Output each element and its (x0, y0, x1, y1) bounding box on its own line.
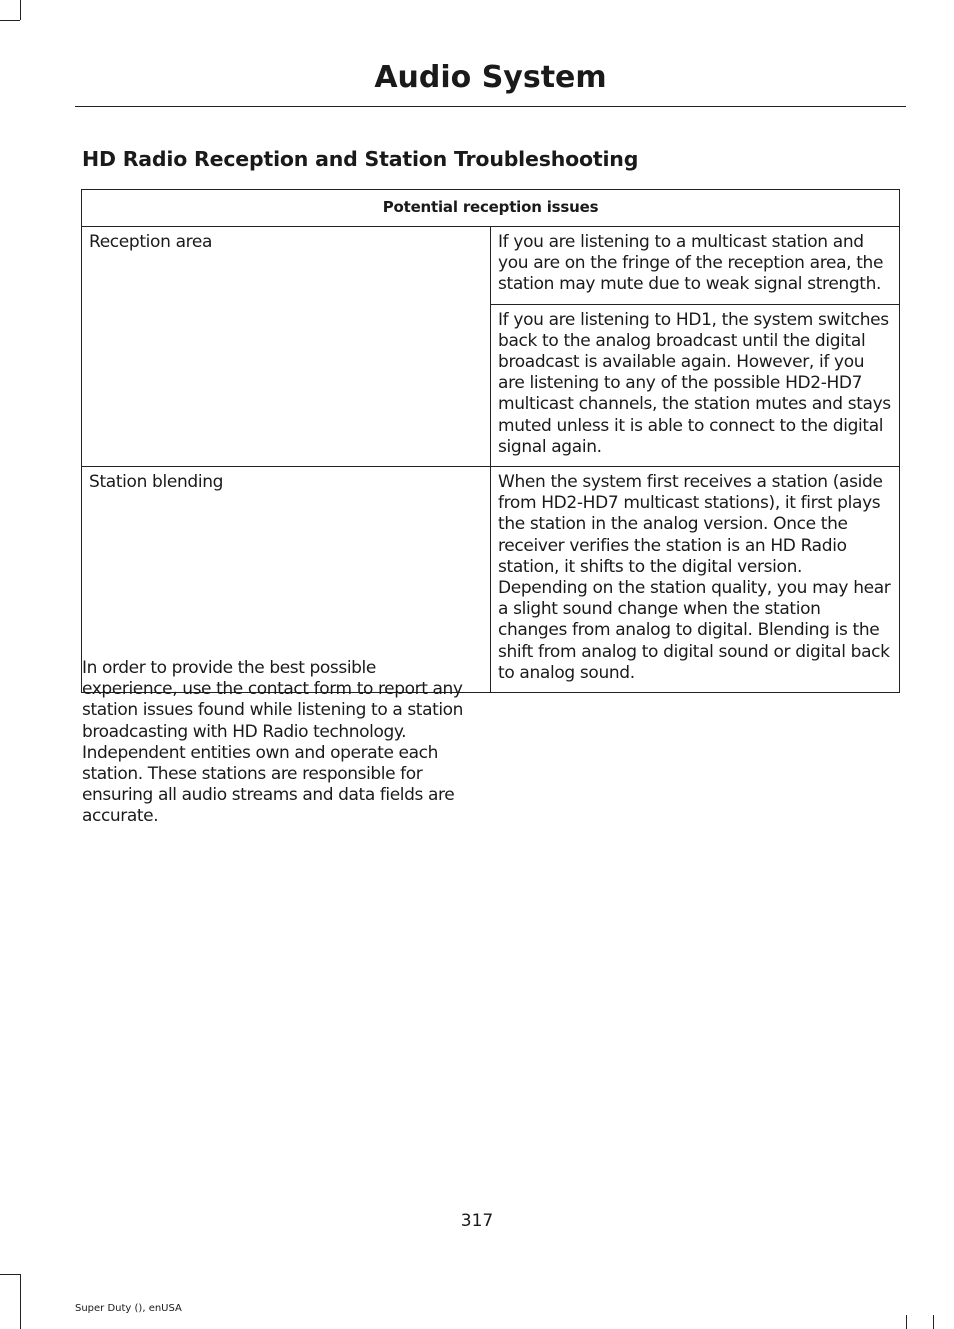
table-cell-description: If you are listening to a multicast station and you are on the fringe of the reception area, the station may mute due to weak signal strength. (491, 227, 900, 305)
table-header-row (82, 190, 900, 227)
crop-mark-bottom-left-horizontal (0, 1274, 20, 1275)
table-row (82, 227, 900, 305)
page-number: 317 (460, 1211, 494, 1231)
body-paragraph: In order to provide the best possible experience, use the contact form to report any station issues found while listening to a station broadcasting with HD Radio technology. Independent entities own and operate each station. These stations are responsible for ensuring all audio streams and data fields are accurate. (82, 658, 464, 827)
table-cell-description: If you are listening to HD1, the system switches back to the analog broadcast until the digital broadcast is available again. However, if you are listening to any of the possible HD2-HD7 multicast channels, the station mutes and stays muted unless it is able to connect to the digital signal again. (491, 304, 900, 466)
crop-mark-top-left-horizontal (0, 20, 20, 21)
page-title: Audio System (374, 60, 607, 95)
table-cell-description: When the system first receives a station (aside from HD2-HD7 multicast stations), it first plays the station in the analog version. Once the receiver verifies the station is an HD Radio station, it shifts to the digital version. Depending on the station quality, you may hear a slight sound change when the station changes from analog to digital. Blending is the shift from analog to digital sound or digital back to analog sound. (491, 467, 900, 693)
footer-doc-info: Super Duty (), enUSA (75, 1303, 182, 1314)
table-header: Potential reception issues (82, 190, 900, 227)
crop-mark-bottom-right-right (933, 1315, 934, 1329)
reception-issues-table (81, 189, 900, 693)
crop-mark-bottom-right-left (906, 1315, 907, 1329)
crop-mark-bottom-left-vertical (20, 1274, 21, 1329)
section-heading: HD Radio Reception and Station Troubleshooting (82, 147, 639, 171)
title-divider (75, 106, 906, 107)
table-cell-category: Reception area (82, 227, 491, 467)
table-cell-category: Station blending (82, 467, 491, 693)
crop-mark-top-left-vertical (20, 0, 21, 20)
